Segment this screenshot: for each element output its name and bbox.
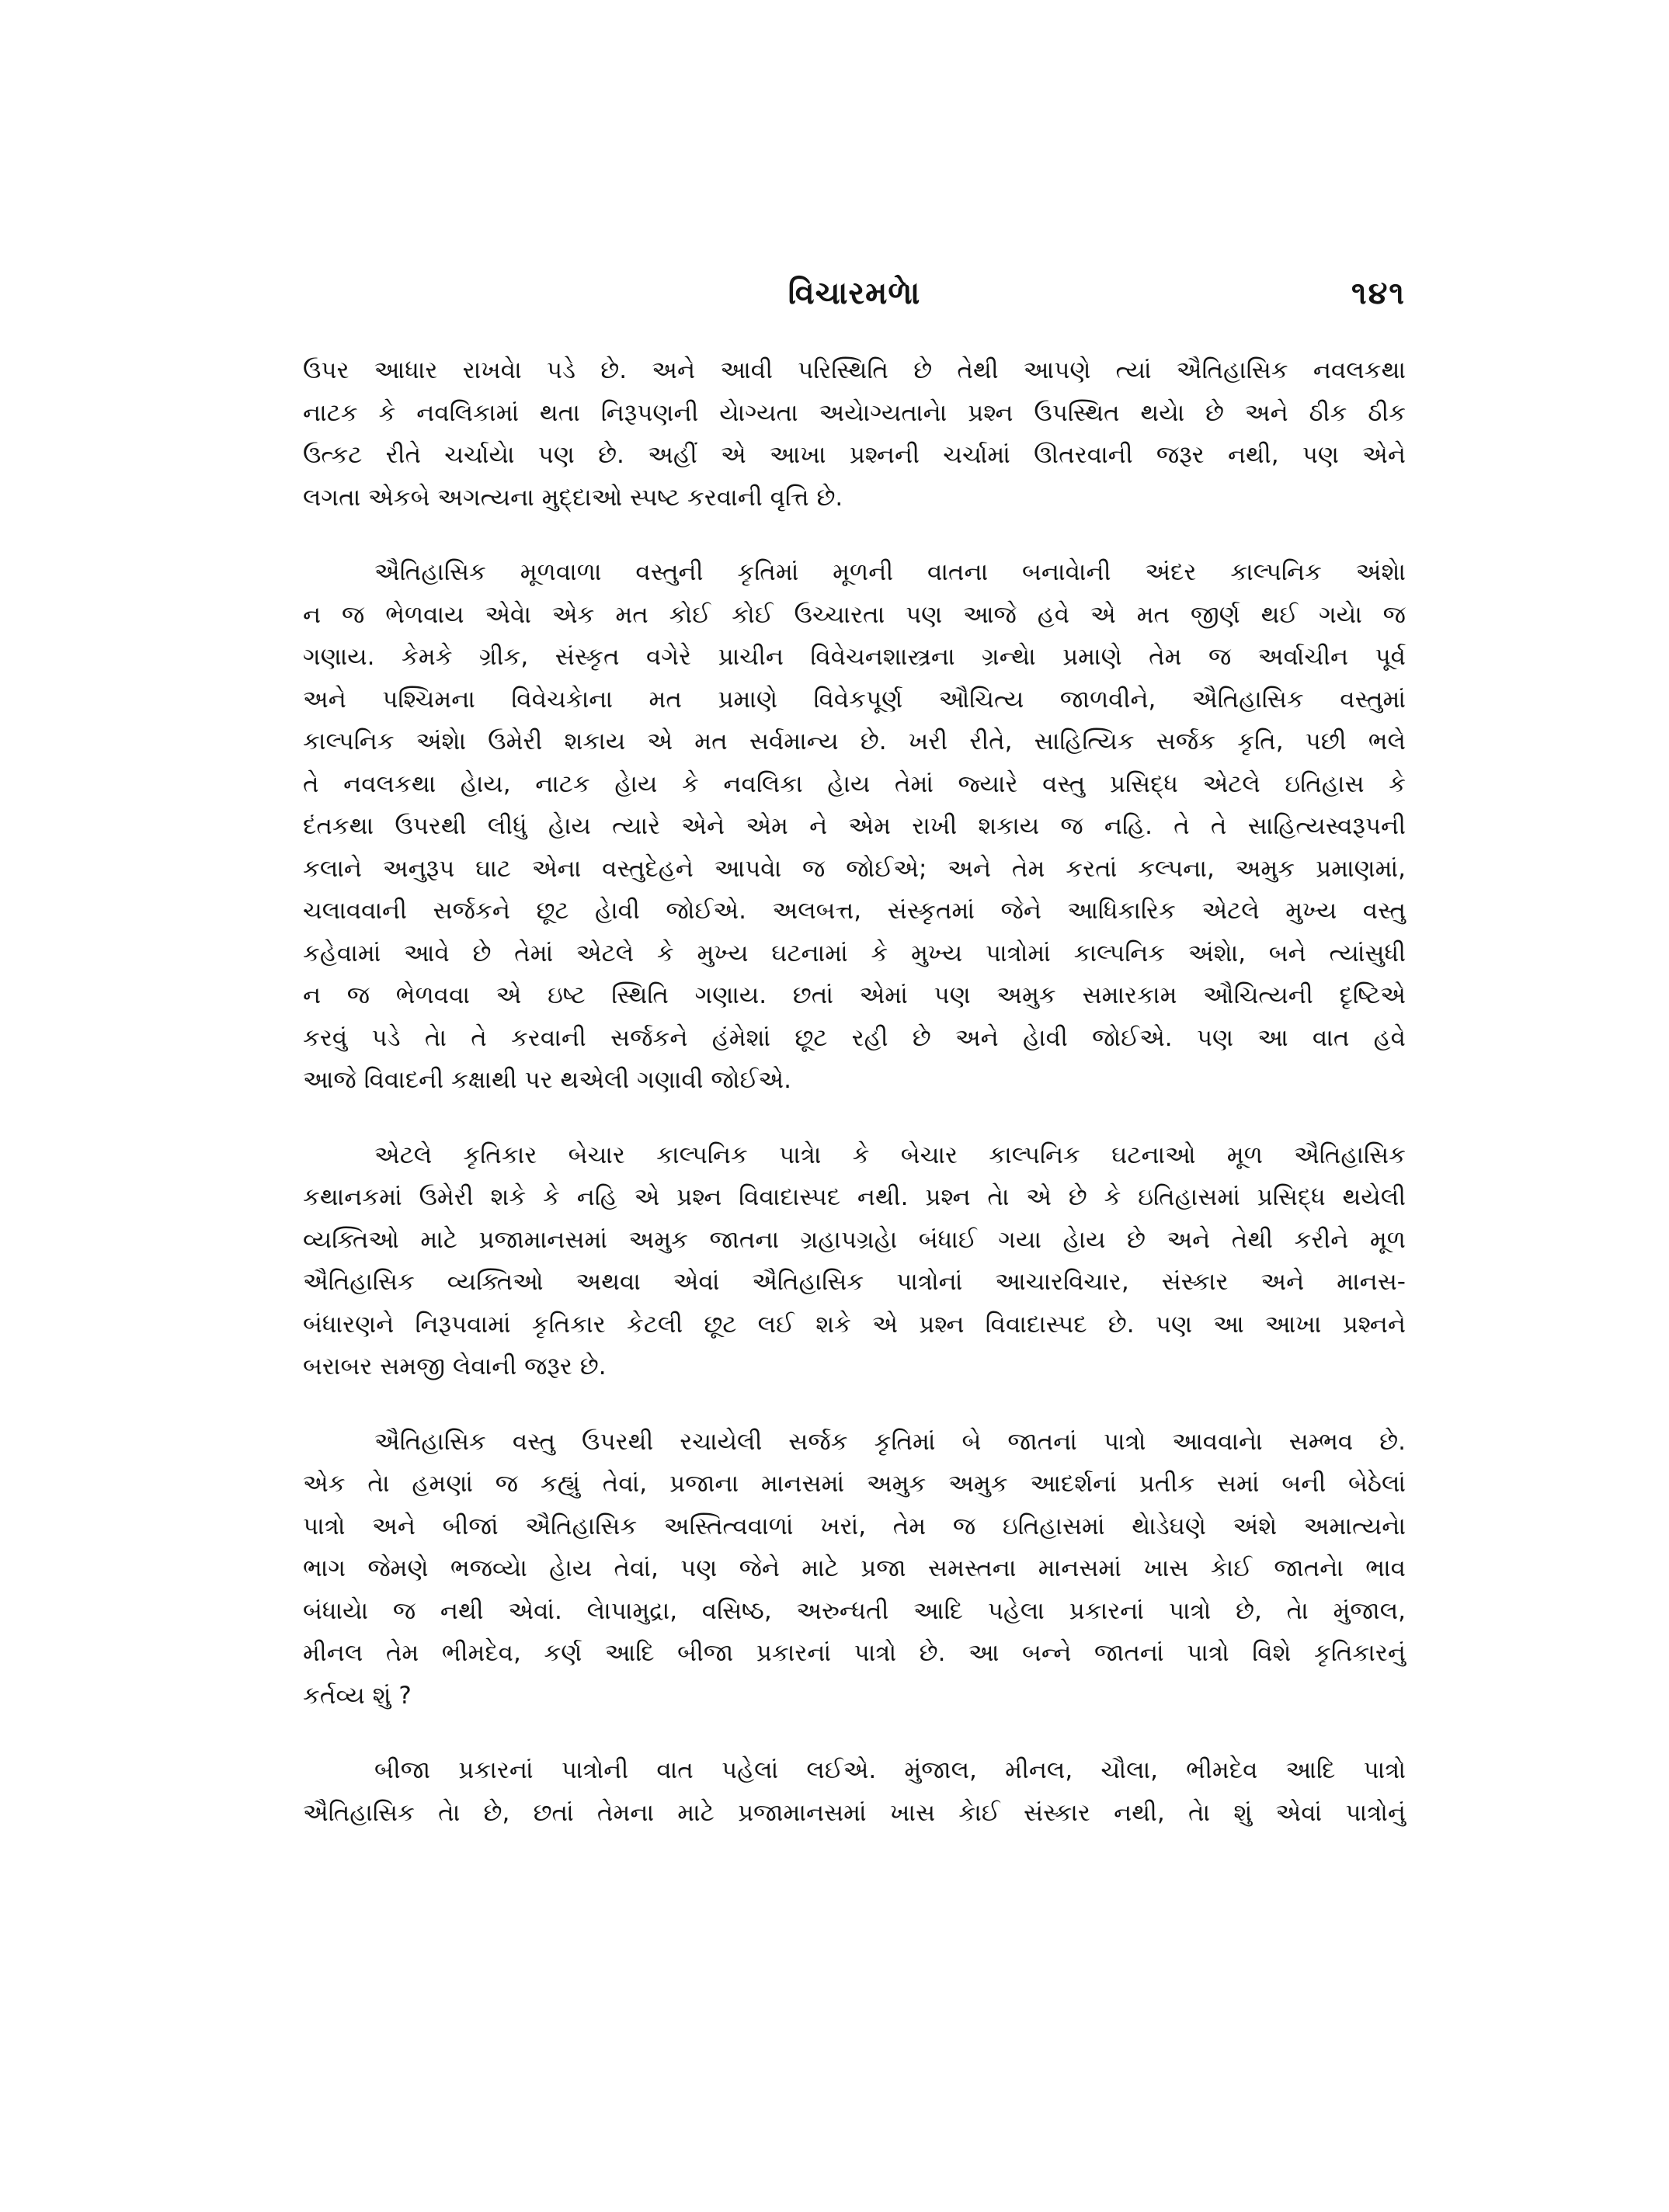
text-line: દંતકથા ઉપરથી લીધું હેાય ત્યારે એને એમ ને એમ રાખી શકાય જ નહિ. તે તે સાહિત્યસ્વરૂપની (303, 812, 1406, 840)
running-header (303, 276, 1406, 330)
text-line: ઐતિહાસિક તેા છે, છતાં તેમના માટે પ્રજામાનસમાં ખાસ કેાઈ સંસ્કાર નથી, તેા શું એવાં પાત્રોનું (303, 1798, 1406, 1827)
text-line: ચલાવવાની સર્જકને છૂટ હેાવી જોઈએ. અલબત્ત, સંસ્કૃતમાં જેને આધિકારિક એટલે મુખ્ય વસ્તુ (303, 897, 1406, 925)
text-line: કરવું પડે તેા તે કરવાની સર્જકને હંમેશાં છૂટ રહી છે અને હેાવી જોઈએ. પણ આ વાત હવે (303, 1023, 1406, 1052)
text-line: કાલ્પનિક અંશેા ઉમેરી શકાય એ મત સર્વમાન્ય છે. ખરી રીતે, સાહિત્યિક સર્જક કૃતિ, પછી ભલે (303, 727, 1406, 755)
text-line: અને પશ્ચિમના વિવેચકેાના મત પ્રમાણે વિવેકપૂર્ણ ઔચિત્ય જાળવીને, ઐતિહાસિક વસ્તુમાં (303, 685, 1406, 714)
paragraph-5 (303, 1749, 1406, 1834)
text-line: તે નવલકથા હેાય, નાટક હેાય કે નવલિકા હેાય તેમાં જ્યારે વસ્તુ પ્રસિદ્ધ એટલે ઇતિહાસ કે (303, 769, 1406, 798)
paragraph-1 (303, 349, 1406, 519)
text-line: કર્તવ્ય શું ? (303, 1681, 412, 1710)
text-line: ઉત્કટ રીતે ચર્ચાયેા પણ છે. અહીં એ આખા પ્રશ્નની ચર્ચામાં ઊતરવાની જરૂર નથી, પણ એને (303, 441, 1406, 469)
text-line: નાટક કે નવલિકામાં થતા નિરૂપણની યેાગ્યતા અયેાગ્યતાનેા પ્રશ્ન ઉપસ્થિત થયેા છે અને ઠીક ઠીક (303, 398, 1406, 427)
text-line: વ્યક્તિઓ માટે પ્રજામાનસમાં અમુક જાતના ગ્રહાપગ્રહેા બંધાઈ ગયા હેાય છે અને તેથી કરીને મૂળ (303, 1225, 1406, 1254)
text-line: કહેવામાં આવે છે તેમાં એટલે કે મુખ્ય ઘટનામાં કે મુખ્ય પાત્રોમાં કાલ્પનિક અંશેા, બને ત્યાંસુધી (303, 939, 1406, 967)
text-line: કલાને અનુરૂપ ઘાટ એના વસ્તુદેહને આપવેા જ જોઈએ; અને તેમ કરતાં કલ્પના, અમુક પ્રમાણમાં, (303, 854, 1406, 883)
running-head-title: વિચારમળેા (788, 276, 921, 311)
text-line: ન જ ભેળવવા એ ઇષ્ટ સ્થિતિ ગણાય. છતાં એમાં પણ અમુક સમારકામ ઔચિત્યની દૃષ્ટિએ (303, 981, 1406, 1009)
text-line: લગતા એકબે અગત્યના મુદ્દાઓ સ્પષ્ટ કરવાની વૃત્તિ છે. (303, 483, 843, 512)
text-line: ગણાય. કેમકે ગ્રીક, સંસ્કૃત વગેરે પ્રાચીન વિવેચનશાસ્ત્રના ગ્રન્થેા પ્રમાણે તેમ જ અર્વાચીન પૂર્વ (303, 643, 1406, 671)
text-line: મીનલ તેમ ભીમદેવ, કર્ણ આદિ બીજા પ્રકારનાં પાત્રો છે. આ બન્ને જાતનાં પાત્રો વિશે કૃતિકારનું (303, 1639, 1406, 1667)
text-line: ઐતિહાસિક વ્યક્તિઓ અથવા એવાં ઐતિહાસિક પાત્રોનાં આચારવિચાર, સંસ્કાર અને માનસ- (303, 1268, 1406, 1296)
text-line: ઐતિહાસિક વસ્તુ ઉપરથી રચાયેલી સર્જક કૃતિમાં બે જાતનાં પાત્રો આવવાનેા સમ્ભવ છે. (374, 1427, 1406, 1456)
text-line: બીજા પ્રકારનાં પાત્રોની વાત પહેલાં લઈએ. મુંજાલ, મીનલ, ચૌલા, ભીમદેવ આદિ પાત્રો (374, 1756, 1406, 1784)
text-line: બંધાયેા જ નથી એવાં. લેાપામુદ્રા, વસિષ્ઠ, અરુન્ધતી આદિ પહેલા પ્રકારનાં પાત્રો છે, તેા મુંજાલ, (303, 1596, 1406, 1625)
text-line: કથાનકમાં ઉમેરી શકે કે નહિ એ પ્રશ્ન વિવાદાસ્પદ નથી. પ્રશ્ન તેા એ છે કે ઇતિહાસમાં પ્રસિદ્ધ થયેલી (303, 1183, 1406, 1211)
text-line: ભાગ જેમણે ભજવ્યેા હેાય તેવાં, પણ જેને માટે પ્રજા સમસ્તના માનસમાં ખાસ કેાઈ જાતનેા ભાવ (303, 1554, 1406, 1582)
text-line: એક તેા હમણાં જ કહ્યું તેવાં, પ્રજાના માનસમાં અમુક અમુક આદર્શનાં પ્રતીક સમાં બની બેઠેલાં (303, 1470, 1406, 1498)
paragraph-4 (303, 1421, 1406, 1717)
text-line: એટલે કૃતિકાર બેચાર કાલ્પનિક પાત્રેા કે બેચાર કાલ્પનિક ઘટનાઓ મૂળ ઐતિહાસિક (374, 1141, 1406, 1169)
text-line: ઐતિહાસિક મૂળવાળા વસ્તુની કૃતિમાં મૂળની વાતના બનાવેાની અંદર કાલ્પનિક અંશેા (374, 558, 1406, 586)
text-line: બંધારણને નિરૂપવામાં કૃતિકાર કેટલી છૂટ લઈ શકે એ પ્રશ્ન વિવાદાસ્પદ છે. પણ આ આખા પ્રશ્નને (303, 1310, 1406, 1339)
text-line: બરાબર સમજી લેવાની જરૂર છે. (303, 1353, 607, 1380)
paragraph-3 (303, 1134, 1406, 1388)
text-line: પાત્રો અને બીજાં ઐતિહાસિક અસ્તિત્વવાળાં ખરાં, તેમ જ ઇતિહાસમાં થેાડેઘણે અંશે અમાત્યનેા (303, 1512, 1406, 1540)
body-text (303, 349, 1406, 1834)
text-line: આજે વિવાદની કક્ષાથી પર થએલી ગણાવી જોઈએ. (303, 1066, 791, 1094)
text-line: ન જ ભેળવાય એવેા એક મત કોઈ કોઈ ઉચ્ચારતા પણ આજે હવે એ મત જીર્ણ થઈ ગયેા જ (303, 600, 1406, 629)
paragraph-2 (303, 551, 1406, 1102)
text-line: ઉપર આધાર રાખવેા પડે છે. અને આવી પરિસ્થિતિ છે તેથી આપણે ત્યાં ઐતિહાસિક નવલકથા (303, 356, 1406, 384)
page-number: ૧૪૧ (1351, 276, 1406, 311)
